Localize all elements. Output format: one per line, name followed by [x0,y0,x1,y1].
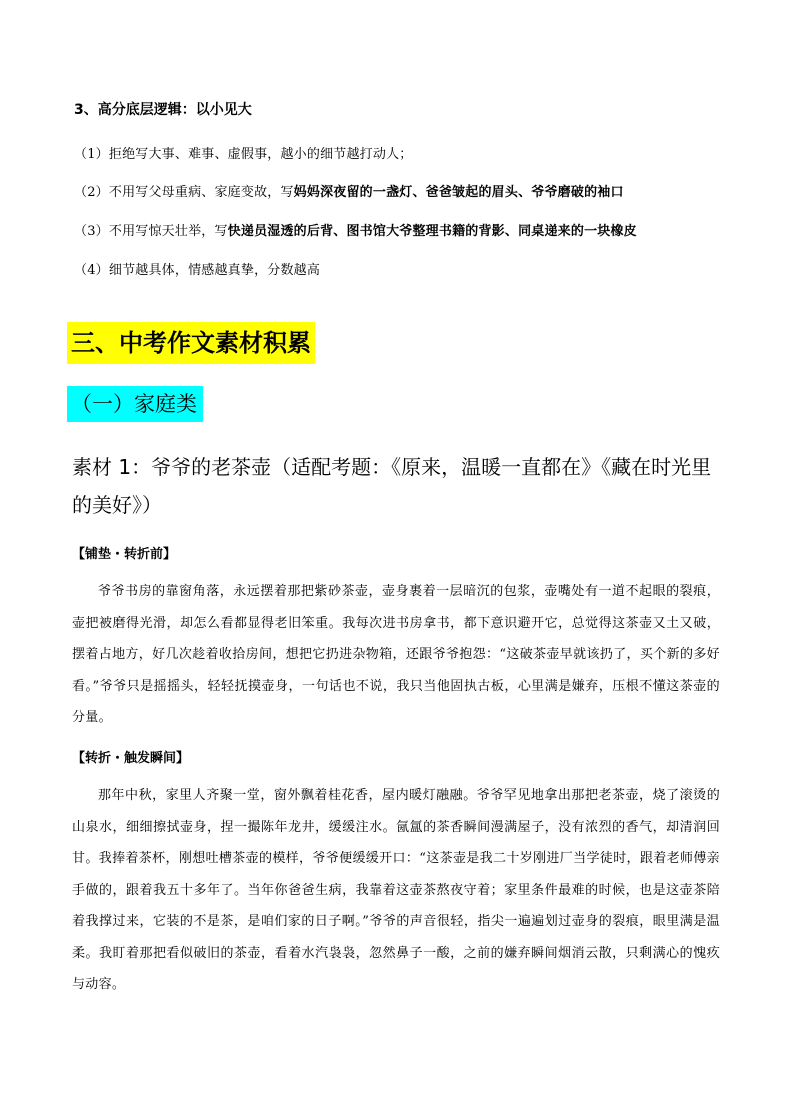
list-item-3 [74,220,637,239]
list-item-1 [74,143,412,162]
material-title: 素材 1：爷爷的老茶壶（适配考题：《原来，温暖一直都在》《藏在时光里的美好》） [72,455,712,517]
list-item-bold-text: 妈妈深夜留的一盏灯、爸爸皱起的眉头、爷爷磨破的袖口 [293,185,624,200]
sub-heading: （一）家庭类 [67,386,203,422]
part2-label: 【转折・触发瞬间】 [72,751,190,766]
part1-label: 【铺垫・转折前】 [72,547,177,562]
list-item-2 [74,181,624,200]
section-title: 3、高分底层逻辑：以小见大 [74,102,252,118]
list-item-text: （3）不用写惊天壮举，写 [74,224,228,239]
list-item-text: （2）不用写父母重病、家庭变故，写 [74,185,294,200]
part2-paragraph: 那年中秋，家里人齐聚一堂，窗外飘着桂花香，屋内暖灯融融。爷爷罕见地拿出那把老茶壶，烧了滚烫的山泉水，细细擦拭壶身，捏一撮陈年龙井，缓缓注水。氤氲的茶香瞬间漫满屋子，没有浓烈的香气，却清润回甘。我捧着茶杯，刚想吐槽茶壶的模样，爷爷便缓缓开口：“这茶壶是我二十岁刚进厂当学徒时，跟着老师傅亲手做的，跟着我五十多年了。当年你爸爸生病，我靠着这壶茶熬夜守着；家里条件最难的时候，也是这壶茶陪着我撑过来，它装的不是茶，是咱们家的日子啊。”爷爷的声音很轻，指尖一遍遍划过壶身的裂痕，眼里满是温柔。我盯着那把看似破旧的茶壶，看着水汽袅袅，忽然鼻子一酸，之前的嫌弃瞬间烟消云散，只剩满心的愧疚与动容。 [72,788,720,992]
main-heading: 三、中考作文素材积累 [67,322,315,364]
list-item-text: （1）拒绝写大事、难事、虚假事，越小的细节越打动人； [74,147,413,162]
part1-paragraph: 爷爷书房的靠窗角落，永远摆着那把紫砂茶壶，壶身裹着一层暗沉的包浆，壶嘴处有一道不起眼的裂痕，壶把被磨得光滑，却怎么看都显得老旧笨重。我每次进书房拿书，都下意识避开它，总觉得这茶壶又土又破，摆着占地方，好几次趁着收拾房间，想把它扔进杂物箱，还跟爷爷抱怨：“这破茶壶早就该扔了，买个新的多好看。”爷爷只是摇摇头，轻轻抚摸壶身，一句话也不说，我只当他固执古板，心里满是嫌弃，压根不懂这茶壶的分量。 [72,584,720,725]
list-item-bold-text: 快递员湿透的后背、图书馆大爷整理书籍的背影、同桌递来的一块橡皮 [227,224,637,239]
list-item-4 [74,259,320,278]
list-item-text: （4）细节越具体，情感越真挚，分数越高 [74,263,321,278]
